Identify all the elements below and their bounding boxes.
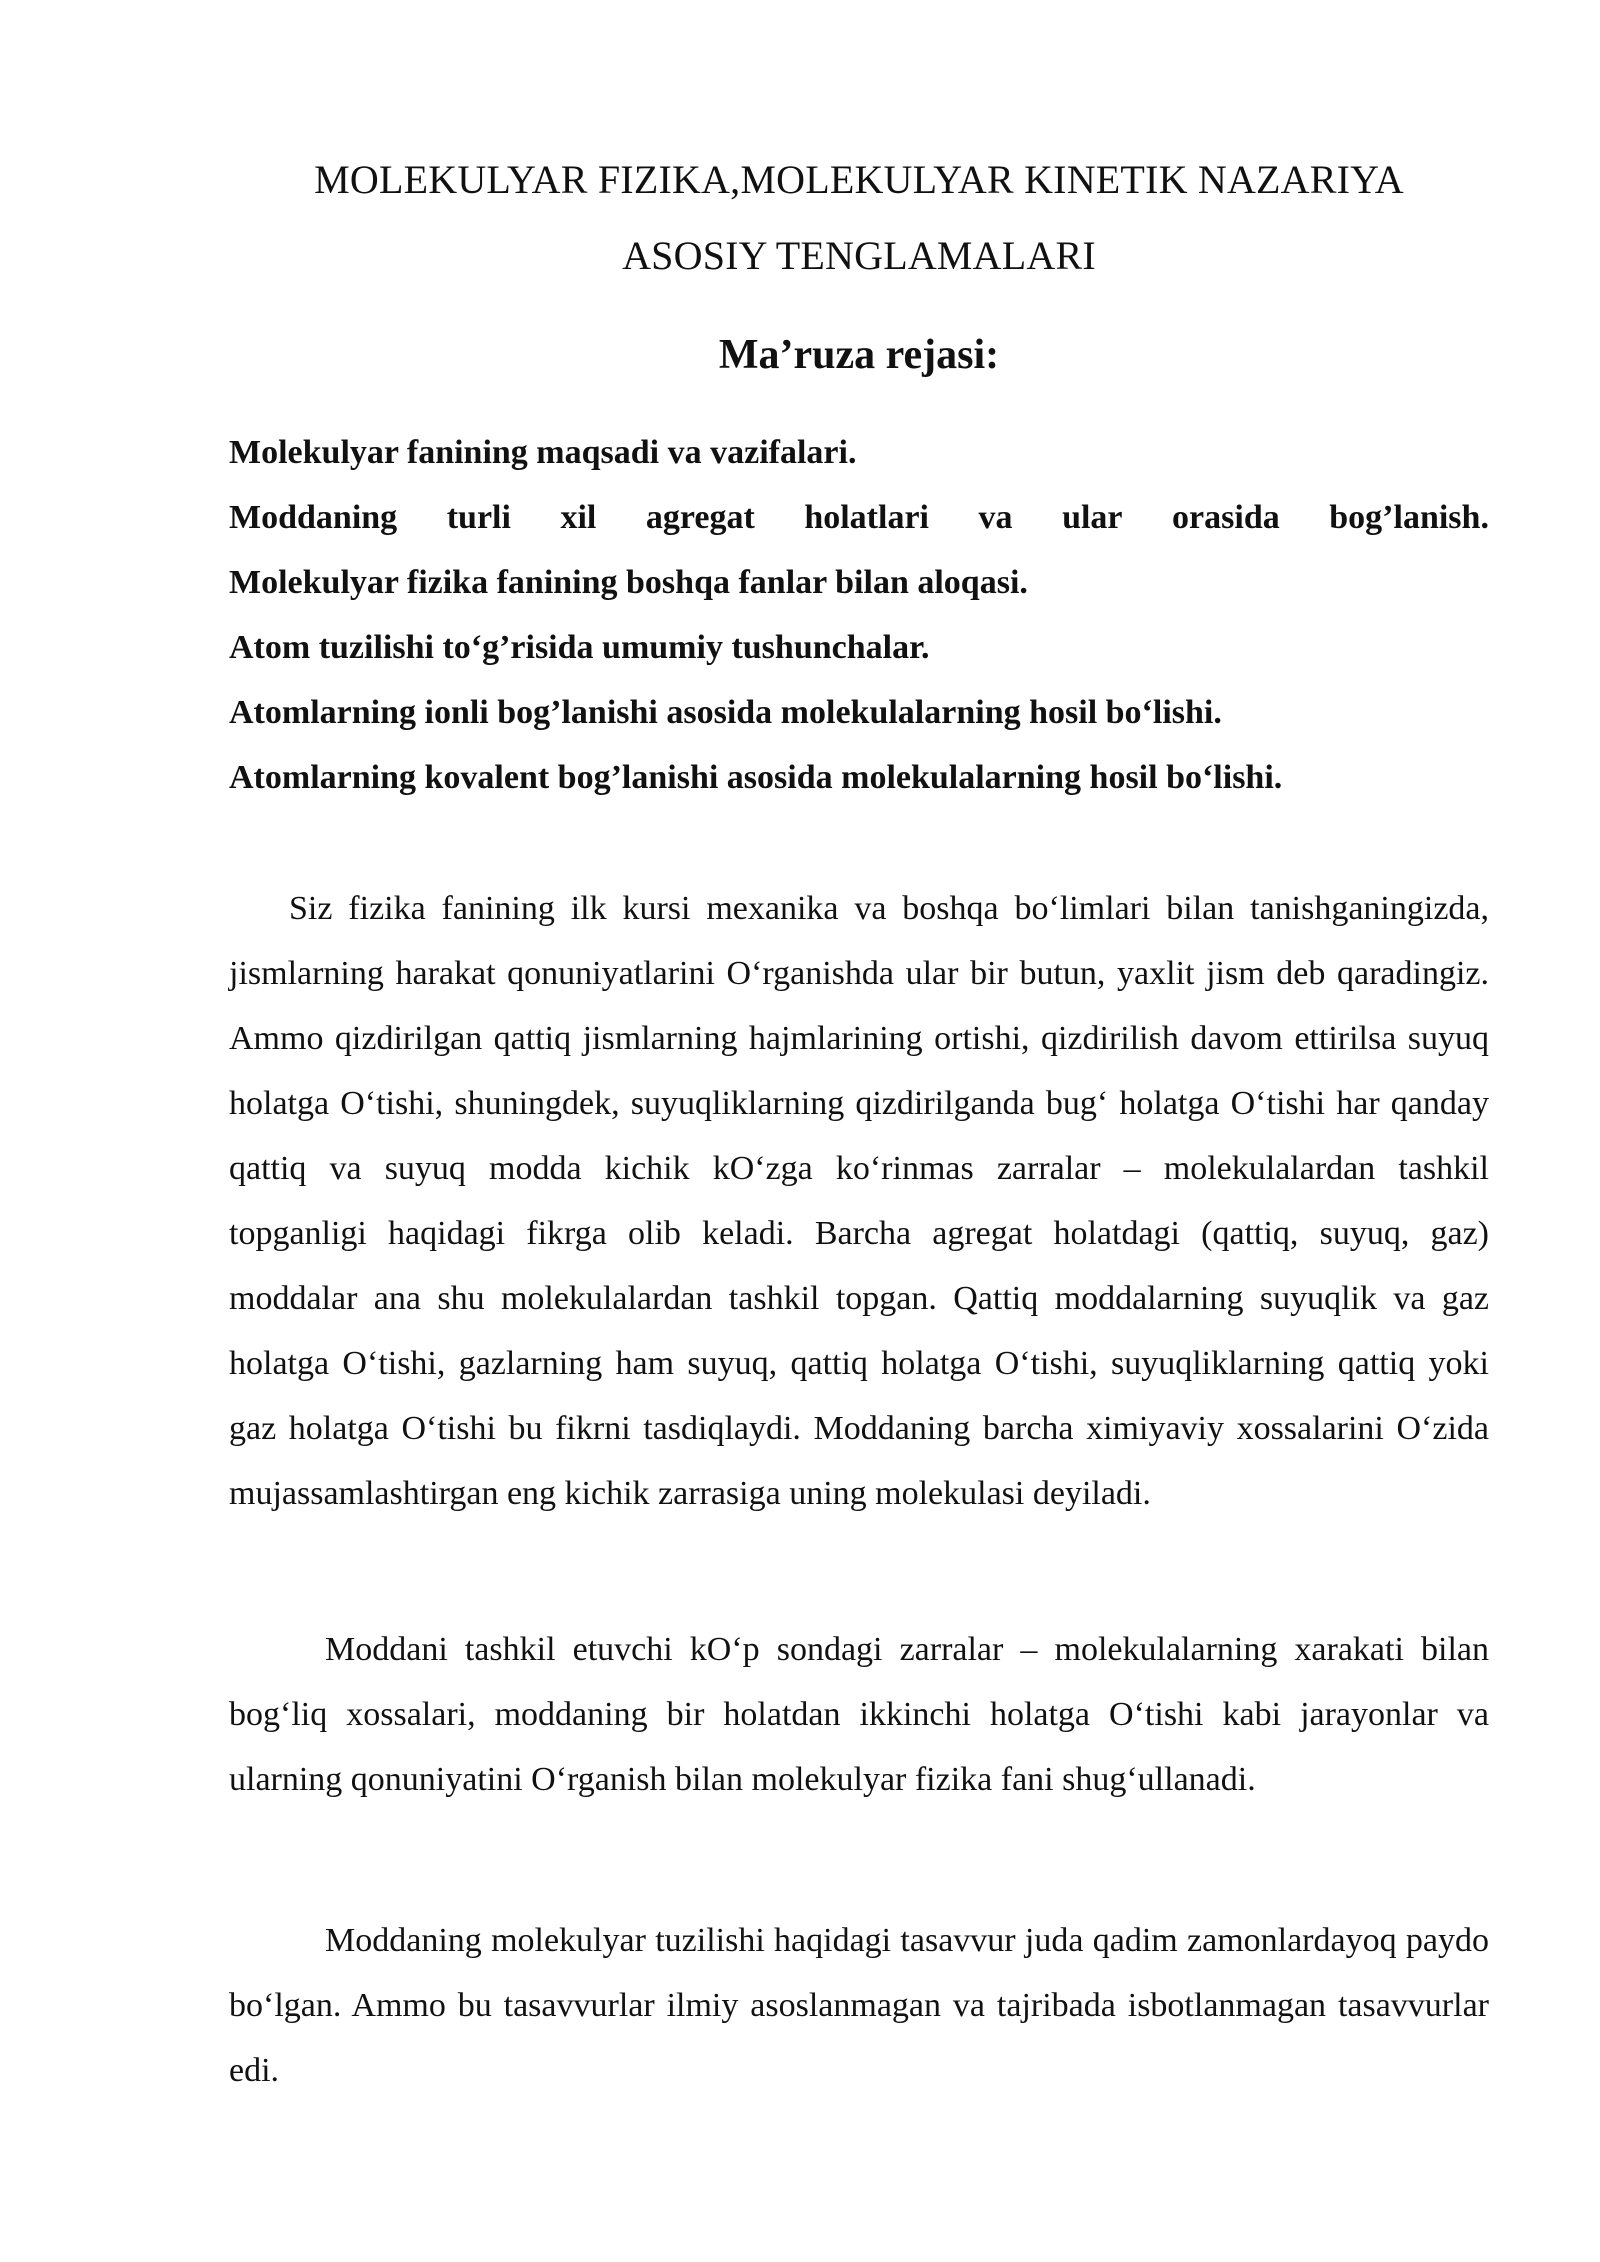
plan-word: va bbox=[978, 499, 1013, 536]
plan-word: holatlari bbox=[804, 499, 929, 536]
plan-item: Atomlarning kovalent bog’lanishi asosida molekulalarning hosil bo‘lishi. bbox=[229, 759, 1283, 796]
plan-item bbox=[229, 485, 1489, 550]
document-title bbox=[229, 142, 1489, 294]
plan-word: turli bbox=[446, 499, 511, 536]
lecture-plan-list bbox=[229, 420, 1489, 810]
plan-word: bog’lanish. bbox=[1329, 499, 1489, 536]
plan-word: orasida bbox=[1172, 499, 1280, 536]
body-paragraph: Moddaning molekulyar tuzilishi haqidagi tasavvur juda qadim zamonlardayoq paydo bo‘lgan. Ammo bu tasavvurlar ilmiy asoslanmagan va tajribada isbotlanmagan tasavvurlar edi. bbox=[229, 1922, 1489, 2089]
body-paragraph: Siz fizika fanining ilk kursi mexanika va boshqa bo‘limlari bilan tanishganingizda, jismlarning harakat qonuniyatlarini O‘rganishda ular bir butun, yaxlit jism deb qaradingiz. Ammo qizdirilgan qattiq jismlarning hajmlarining ortishi, qizdirilish davom ettirilsa suyuq holatga O‘tishi, shuningdek, suyuqliklarning qizdirilganda bug‘ holatga O‘tishi har qanday qattiq va suyuq modda kichik kO‘zga ko‘rinmas zarralar – molekulalardan tashkil topganligi haqidagi fikrga olib keladi. Barcha agregat holatdagi (qattiq, suyuq, gaz) moddalar ana shu molekulalardan tashkil topgan. Qattiq moddalarning suyuqlik va gaz holatga O‘tishi, gazlarning ham suyuq, qattiq holatga O‘tishi, suyuqliklarning qattiq yoki gaz holatga O‘tishi bu fikrni tasdiqlaydi. Moddaning barcha ximiyaviy xossalarini O‘zida mujassamlashtirgan eng kichik zarrasiga uning molekulasi deyiladi. bbox=[229, 890, 1489, 1512]
title-line-2: ASOSIY TENGLAMALARI bbox=[622, 233, 1096, 278]
plan-item: Molekulyar fanining maqsadi va vazifalari. bbox=[229, 434, 857, 471]
title-line-1: MOLEKULYAR FIZIKA,MOLEKULYAR KINETIK NAZARIYA bbox=[314, 157, 1404, 202]
plan-item: Atomlarning ionli bog’lanishi asosida molekulalarning hosil bo‘lishi. bbox=[229, 694, 1222, 731]
plan-word: Moddaning bbox=[229, 499, 398, 536]
plan-item: Molekulyar fizika fanining boshqa fanlar bilan aloqasi. bbox=[229, 564, 1028, 601]
plan-word: xil bbox=[560, 499, 597, 536]
plan-item: Atom tuzilishi to‘g’risida umumiy tushunchalar. bbox=[229, 629, 930, 666]
plan-word: agregat bbox=[645, 499, 755, 536]
body-paragraph: Moddani tashkil etuvchi kO‘p sondagi zarralar – molekulalarning xarakati bilan bog‘liq xossalari, moddaning bir holatdan ikkinchi holatga O‘tishi kabi jarayonlar va ularning qonuniyatini O‘rganish bilan molekulyar fizika fani shug‘ullanadi. bbox=[229, 1631, 1489, 1798]
plan-word: ular bbox=[1062, 499, 1123, 536]
plan-heading: Ma’ruza rejasi: bbox=[718, 332, 1000, 378]
